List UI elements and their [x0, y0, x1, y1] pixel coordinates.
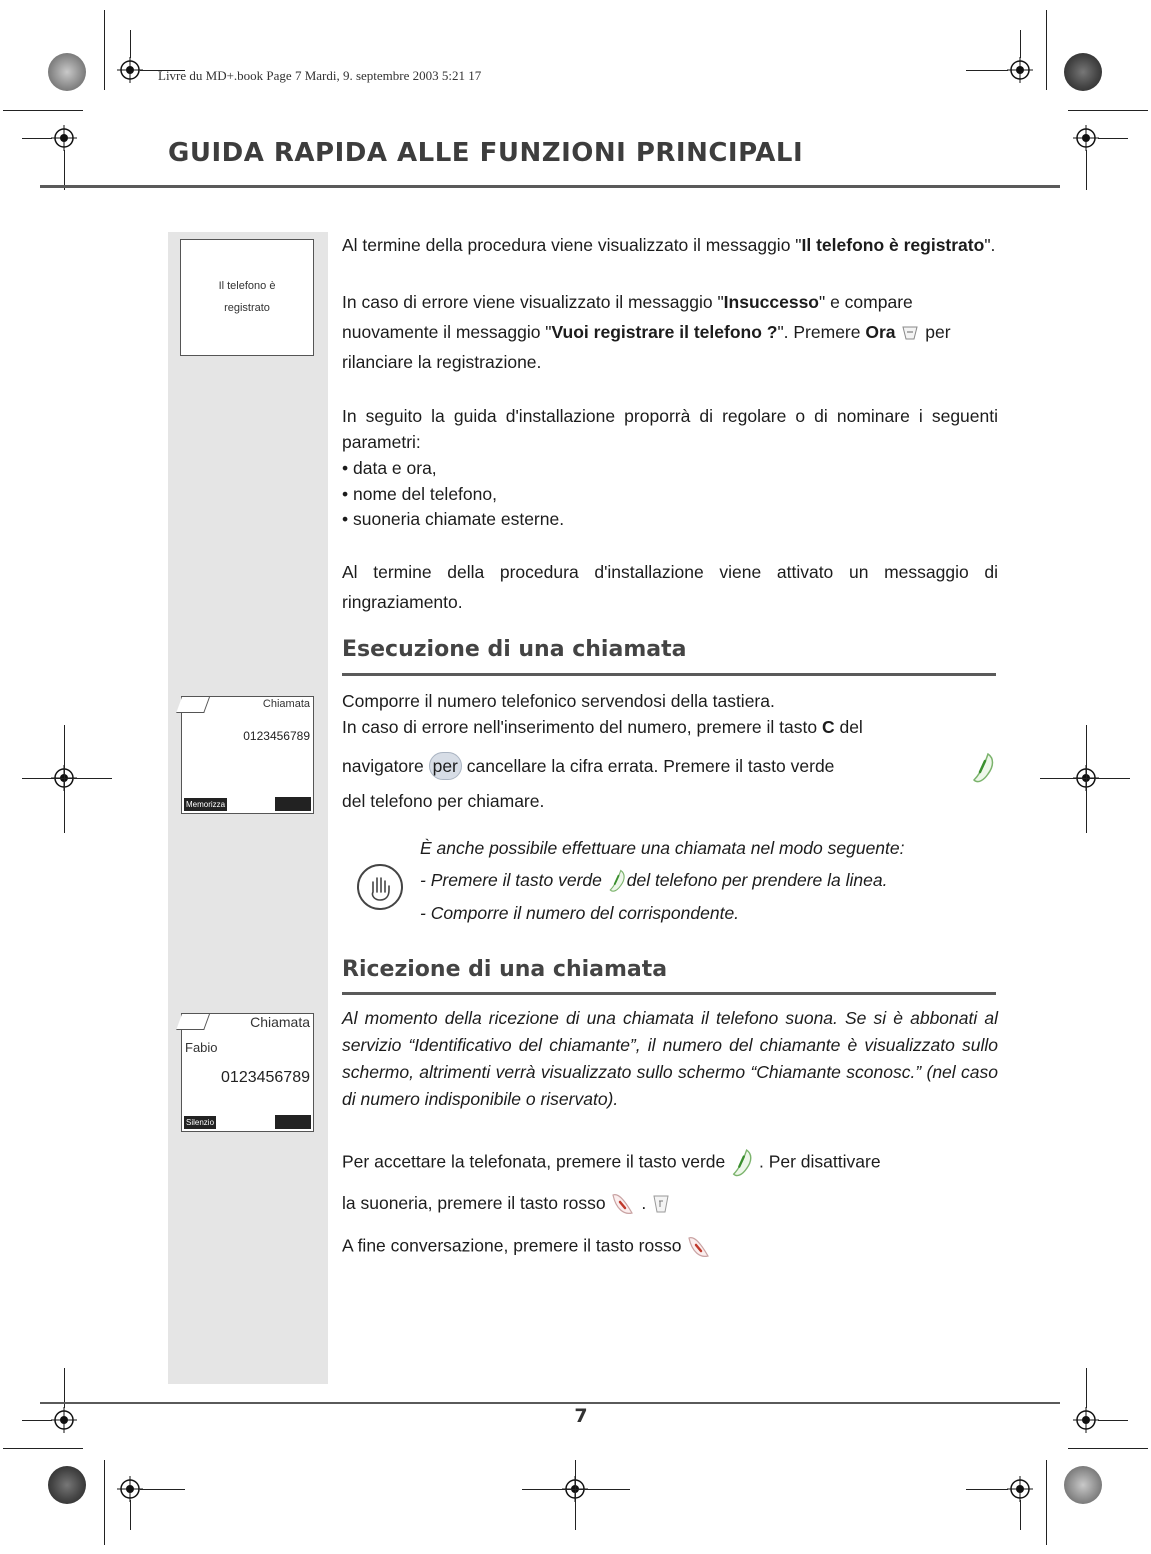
- text-run: per rilanciare la registrazione.: [342, 322, 951, 372]
- green-key-icon: [730, 1148, 754, 1178]
- crop-mark: [140, 1489, 185, 1490]
- softkey-icon: [900, 323, 920, 343]
- page-number: 7: [574, 1405, 588, 1427]
- text-bold: C: [821, 717, 835, 737]
- parameter-list-item: • suoneria chiamate esterne.: [342, 509, 565, 529]
- color-calibration-ball: [1064, 53, 1102, 91]
- navigator-key-icon: [429, 752, 462, 780]
- crop-mark: [1020, 1500, 1021, 1530]
- section-divider: [342, 673, 996, 676]
- registration-mark-icon: [51, 125, 77, 151]
- call-instruction-line: [342, 714, 998, 740]
- phone-screen-registered: [180, 239, 314, 356]
- crop-mark: [1040, 778, 1130, 779]
- screen-tab-notch: [176, 1014, 210, 1030]
- call-instruction-line: del telefono per chiamare.: [342, 791, 545, 811]
- screen-number: 0123456789: [221, 1069, 310, 1086]
- softkey-right: [275, 1115, 311, 1129]
- crop-mark: [1086, 150, 1087, 190]
- registration-mark-icon: [51, 1407, 77, 1433]
- screen-title: Chiamata: [262, 698, 310, 710]
- footer-divider: [40, 1402, 1060, 1404]
- text-run: - Premere il tasto verde: [420, 870, 607, 890]
- text-run: " e compare nuovamente il messaggio ": [342, 292, 913, 342]
- registration-mark-icon: [1007, 1476, 1033, 1502]
- text-run: In caso di errore nell'inserimento del numero, premere il tasto: [342, 717, 822, 737]
- red-key-icon: [686, 1232, 712, 1262]
- call-instruction-line: [342, 752, 998, 780]
- heading-divider: [40, 185, 1060, 188]
- section-title-receive: Ricezione di una chiamata: [342, 957, 668, 982]
- note-line: È anche possibile effettuare una chiamata nel modo seguente:: [420, 838, 905, 858]
- crop-mark: [1046, 1460, 1047, 1545]
- section-title-call: Esecuzione di una chiamata: [342, 637, 687, 662]
- crop-mark: [130, 30, 131, 58]
- crop-mark: [1068, 110, 1148, 111]
- crop-mark: [1086, 1368, 1087, 1408]
- mute-ringer-line: [342, 1190, 998, 1217]
- crop-mark: [1068, 1448, 1148, 1449]
- crop-mark: [966, 70, 1008, 71]
- text-run: cancellare la cifra errata. Premere il tasto verde: [461, 756, 835, 776]
- crop-mark: [522, 1489, 630, 1490]
- paragraph-registered: [342, 232, 998, 258]
- call-instruction-line: Comporre il numero telefonico servendosi della tastiera.: [342, 691, 775, 711]
- registration-mark-icon: [1007, 57, 1033, 83]
- caller-name: Fabio: [185, 1040, 218, 1055]
- crop-mark: [1098, 138, 1128, 139]
- crop-mark: [1020, 30, 1021, 58]
- note-line: [420, 867, 1000, 893]
- note-line: - Comporre il numero del corrispondente.: [420, 903, 740, 923]
- screen-number: 0123456789: [243, 729, 310, 743]
- text-run: ".: [984, 235, 996, 255]
- hand-note-icon: [355, 862, 405, 912]
- page-title: GUIDA RAPIDA ALLE FUNZIONI PRINCIPALI: [168, 138, 804, 168]
- color-calibration-ball: [1064, 1466, 1102, 1504]
- crop-mark: [104, 1460, 105, 1545]
- crop-mark: [22, 1420, 52, 1421]
- registration-mark-icon: [1073, 1407, 1099, 1433]
- text-run: del: [834, 717, 863, 737]
- crop-mark: [22, 138, 52, 139]
- crop-mark: [22, 778, 112, 779]
- crop-mark: [966, 1489, 1008, 1490]
- paragraph-incoming: Al momento della ricezione di una chiamata il telefono suona. Se si è abbonati al servizio “Identificativo del chiamante”, il numero del chiamante è visualizzato sullo schermo, altrimenti verrà visualizzato sullo schermo “Chiamante sconosc.” (nel caso di numero indisponibile o riservato).: [342, 1008, 998, 1109]
- crop-mark: [3, 110, 83, 111]
- text-run: . Per disattivare: [754, 1151, 881, 1172]
- crop-mark: [1098, 1420, 1128, 1421]
- text-run: ". Premere: [777, 322, 866, 342]
- silence-key-icon: [651, 1193, 671, 1215]
- crop-mark: [3, 1448, 83, 1449]
- screen-text-line: registrato: [224, 302, 270, 314]
- softkey-silenzio: Silenzio: [186, 1118, 215, 1127]
- registration-mark-icon: [1073, 125, 1099, 151]
- text-run: Per accettare la telefonata, premere il tasto verde: [342, 1151, 731, 1172]
- phone-screen-incoming: [181, 1013, 314, 1132]
- text-run: la suoneria, premere il tasto rosso: [342, 1193, 611, 1213]
- text-run: del telefono per prendere la linea.: [626, 870, 888, 890]
- color-calibration-ball: [48, 53, 86, 91]
- text-bold: Ora: [865, 322, 896, 342]
- text-run: navigatore: [342, 756, 429, 776]
- book-info: Livre du MD+.book Page 7 Mardi, 9. septembre 2003 5:21 17: [158, 68, 482, 83]
- green-key-icon: [970, 752, 996, 784]
- text-bold: Vuoi registrare il telefono ?: [551, 322, 778, 342]
- paragraph-parameters-intro: In seguito la guida d'installazione proporrà di regolare o di nominare i seguenti parametri:: [342, 406, 998, 452]
- softkey-memorizza: Memorizza: [186, 800, 226, 809]
- crop-mark: [575, 1460, 576, 1530]
- red-key-icon: [610, 1191, 636, 1217]
- paragraph-thanks: Al termine della procedura d'installazione viene attivato un messaggio di ringraziamento.: [342, 562, 998, 612]
- crop-mark: [64, 725, 65, 833]
- crop-mark: [104, 10, 105, 90]
- text-run: A fine conversazione, premere il tasto rosso: [342, 1235, 682, 1256]
- crop-mark: [1086, 725, 1087, 833]
- crop-mark: [1046, 10, 1047, 90]
- green-key-icon: [607, 869, 627, 893]
- crop-mark: [64, 150, 65, 190]
- color-calibration-ball: [48, 1466, 86, 1504]
- screen-tab-notch: [176, 697, 210, 713]
- parameter-list-item: • nome del telefono,: [342, 484, 497, 504]
- text-run: In caso di errore viene visualizzato il messaggio ": [342, 292, 724, 312]
- screen-title: Chiamata: [250, 1014, 310, 1030]
- parameter-list-item: • data e ora,: [342, 458, 437, 478]
- screen-text-line: Il telefono è: [218, 280, 276, 292]
- text-run: Al termine della procedura viene visualizzato il messaggio ": [342, 235, 802, 255]
- paragraph-error: [342, 287, 998, 377]
- section-divider: [342, 992, 996, 995]
- crop-mark: [130, 1500, 131, 1530]
- text-run: per: [432, 756, 458, 776]
- softkey-right: [275, 797, 311, 811]
- end-call-line: [342, 1232, 998, 1262]
- phone-screen-dialing: [181, 696, 314, 814]
- text-bold: Insuccesso: [723, 292, 819, 312]
- text-bold: Il telefono è registrato: [801, 235, 985, 255]
- accept-call-line: [342, 1148, 998, 1178]
- text-run: .: [636, 1193, 652, 1213]
